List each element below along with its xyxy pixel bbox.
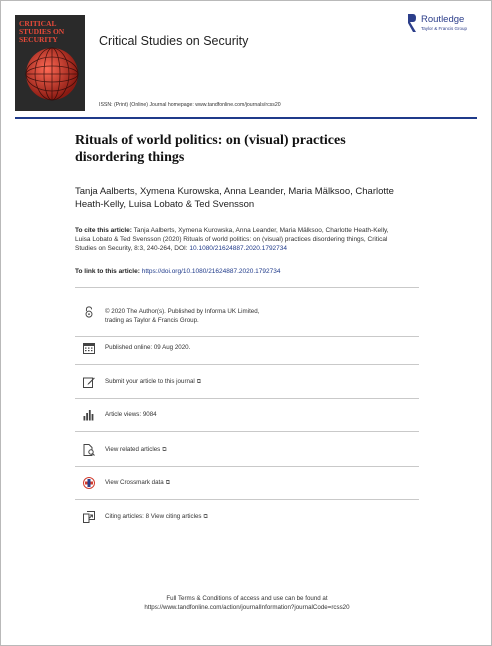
citing-articles-link[interactable] bbox=[105, 513, 265, 522]
publisher-name: Routledge bbox=[421, 14, 465, 25]
bar-chart-icon bbox=[83, 409, 95, 421]
issn-line: ISSN: (Print) (Online) Journal homepage: www.tandfonline.com/journals/rcss20 bbox=[99, 102, 281, 108]
divider bbox=[75, 364, 419, 365]
article-link-block bbox=[75, 268, 415, 275]
related-articles-link[interactable] bbox=[105, 446, 265, 455]
divider bbox=[75, 499, 419, 500]
submit-article-label: Submit your article to this journal bbox=[105, 378, 195, 385]
article-views-count: Article views: 9084 bbox=[105, 411, 157, 418]
publisher-subtitle: Taylor & Francis Group bbox=[421, 26, 468, 31]
published-date: Published online: 09 Aug 2020. bbox=[105, 344, 191, 351]
divider bbox=[75, 287, 419, 288]
journal-cover-thumbnail[interactable] bbox=[15, 15, 85, 111]
citation-block bbox=[75, 226, 405, 253]
article-title: Rituals of world politics: on (visual) practices disordering things bbox=[75, 133, 346, 165]
crossmark-label: View Crossmark data bbox=[105, 479, 164, 486]
citation-doi-link[interactable]: 10.1080/21624887.2020.1792734 bbox=[189, 245, 288, 252]
external-link-icon: ⧉ bbox=[162, 447, 167, 453]
edit-pencil-icon bbox=[83, 376, 95, 388]
citation-label: To cite this article: bbox=[75, 227, 132, 234]
publisher-logo[interactable] bbox=[407, 13, 477, 37]
license-text: © 2020 The Author(s). Published by Informa UK Limited, trading as Taylor & Francis Group. bbox=[105, 308, 260, 324]
external-link-icon: ⧉ bbox=[165, 480, 170, 486]
globe-graphic bbox=[23, 45, 81, 103]
cover-title: CRITICAL STUDIES ON SECURITY bbox=[19, 19, 65, 44]
header-rule bbox=[15, 117, 477, 119]
citing-documents-icon bbox=[83, 511, 95, 523]
crossmark-icon bbox=[83, 477, 95, 489]
article-doi-url[interactable]: https://doi.org/10.1080/21624887.2020.1792734 bbox=[141, 268, 281, 275]
calendar-icon bbox=[83, 342, 95, 354]
citation-text: Tanja Aalberts, Xymena Kurowska, Anna Leander, Maria Mälksoo, Charlotte Heath-Kelly, Luisa Lobato & Ted Svensson (2020) Rituals of world politics: on (visual) practices disordering things, Critical Studies on Security, 8:3, 240-264, DOI: bbox=[75, 227, 389, 252]
divider bbox=[75, 398, 419, 399]
divider bbox=[75, 336, 419, 337]
divider bbox=[75, 431, 419, 432]
terms-url[interactable]: https://www.tandfonline.com/action/journalInformation?journalCode=rcss20 bbox=[144, 603, 350, 611]
open-access-lock-icon bbox=[83, 306, 95, 318]
related-articles-label: View related articles bbox=[105, 446, 161, 453]
divider bbox=[75, 466, 419, 467]
routledge-r-icon bbox=[407, 13, 417, 33]
external-link-icon: ⧉ bbox=[196, 379, 202, 385]
external-link-icon: ⧉ bbox=[203, 514, 208, 520]
crossmark-link[interactable] bbox=[105, 479, 265, 488]
link-label: To link to this article: bbox=[75, 268, 140, 275]
journal-title[interactable]: Critical Studies on Security bbox=[99, 34, 249, 48]
terms-line: Full Terms & Conditions of access and use can be found at bbox=[166, 595, 328, 602]
article-authors: Tanja Aalberts, Xymena Kurowska, Anna Leander, Maria Mälksoo, Charlotte Heath-Kelly, Luisa Lobato & Ted Svensson bbox=[75, 186, 394, 210]
citing-articles-label: Citing articles: 8 View citing articles bbox=[105, 513, 202, 520]
related-documents-icon bbox=[83, 444, 95, 456]
terms-footer bbox=[1, 595, 492, 612]
submit-article-link[interactable] bbox=[105, 378, 265, 387]
